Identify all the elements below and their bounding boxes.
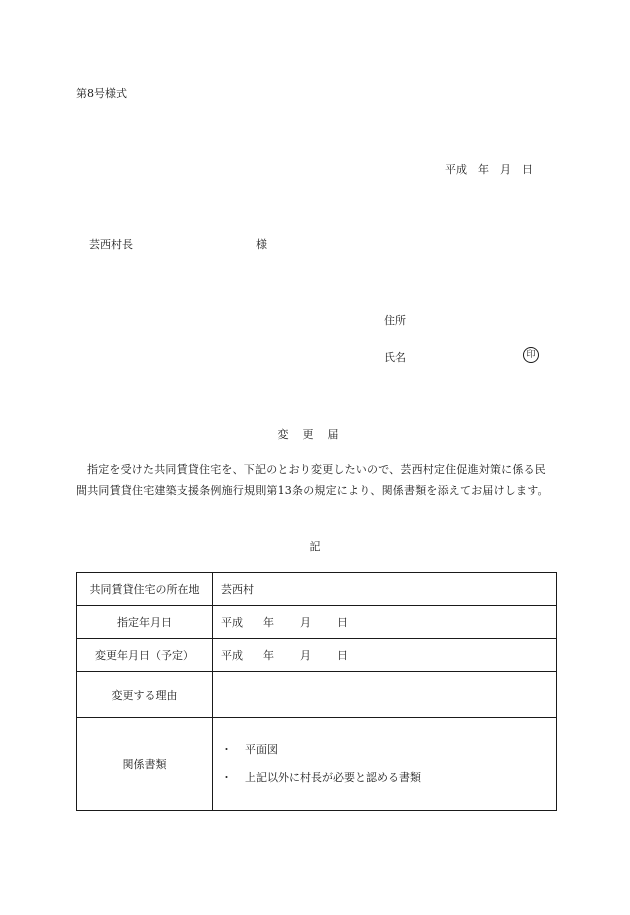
list-item	[221, 736, 548, 764]
location-value: 芸西村	[213, 573, 557, 606]
table-row	[77, 672, 557, 718]
date-day: 日	[337, 616, 348, 629]
addressee-name: 芸西村長	[89, 238, 133, 251]
addressee-honorific: 様	[256, 238, 267, 251]
document-title: 変更届	[277, 428, 353, 441]
name-label: 氏名	[384, 351, 406, 364]
table-row	[77, 606, 557, 639]
date-era: 平成	[221, 649, 243, 662]
bullet: ・	[221, 743, 232, 756]
details-table	[76, 572, 557, 811]
reason-value	[213, 672, 557, 718]
row-label: 共同賃貸住宅の所在地	[77, 573, 213, 606]
date-month: 月	[300, 649, 311, 662]
form-number: 第8号様式	[76, 87, 127, 100]
date-month: 月	[300, 616, 311, 629]
row-label: 指定年月日	[77, 606, 213, 639]
date-year: 年	[263, 649, 274, 662]
seal-icon	[523, 347, 539, 363]
related-documents-value	[213, 718, 557, 811]
address-label: 住所	[384, 314, 406, 327]
date-year: 年	[263, 616, 274, 629]
bullet: ・	[221, 771, 232, 784]
change-date-value	[213, 639, 557, 672]
list-item	[221, 764, 548, 792]
table-row	[77, 573, 557, 606]
date-day: 日	[337, 649, 348, 662]
date-line: 平成 年 月 日	[445, 163, 533, 176]
doc-item-label: 上記以外に村長が必要と認める書類	[245, 771, 421, 784]
row-label: 変更年月日（予定）	[77, 639, 213, 672]
body-paragraph: 指定を受けた共同賃貸住宅を、下記のとおり変更したいので、芸西村定住促進対策に係る民間共同賃貸住宅建築支援条例施行規則第13条の規定により、関係書類を添えてお届けします。	[76, 463, 549, 497]
table-row	[77, 718, 557, 811]
date-era: 平成	[221, 616, 243, 629]
seal-glyph: 印	[526, 349, 536, 360]
table-row	[77, 639, 557, 672]
doc-item-label: 平面図	[245, 743, 278, 756]
ki-heading: 記	[309, 540, 321, 553]
designation-date-value	[213, 606, 557, 639]
row-label: 変更する理由	[77, 672, 213, 718]
row-label: 関係書類	[77, 718, 213, 811]
documents-list	[221, 736, 548, 792]
